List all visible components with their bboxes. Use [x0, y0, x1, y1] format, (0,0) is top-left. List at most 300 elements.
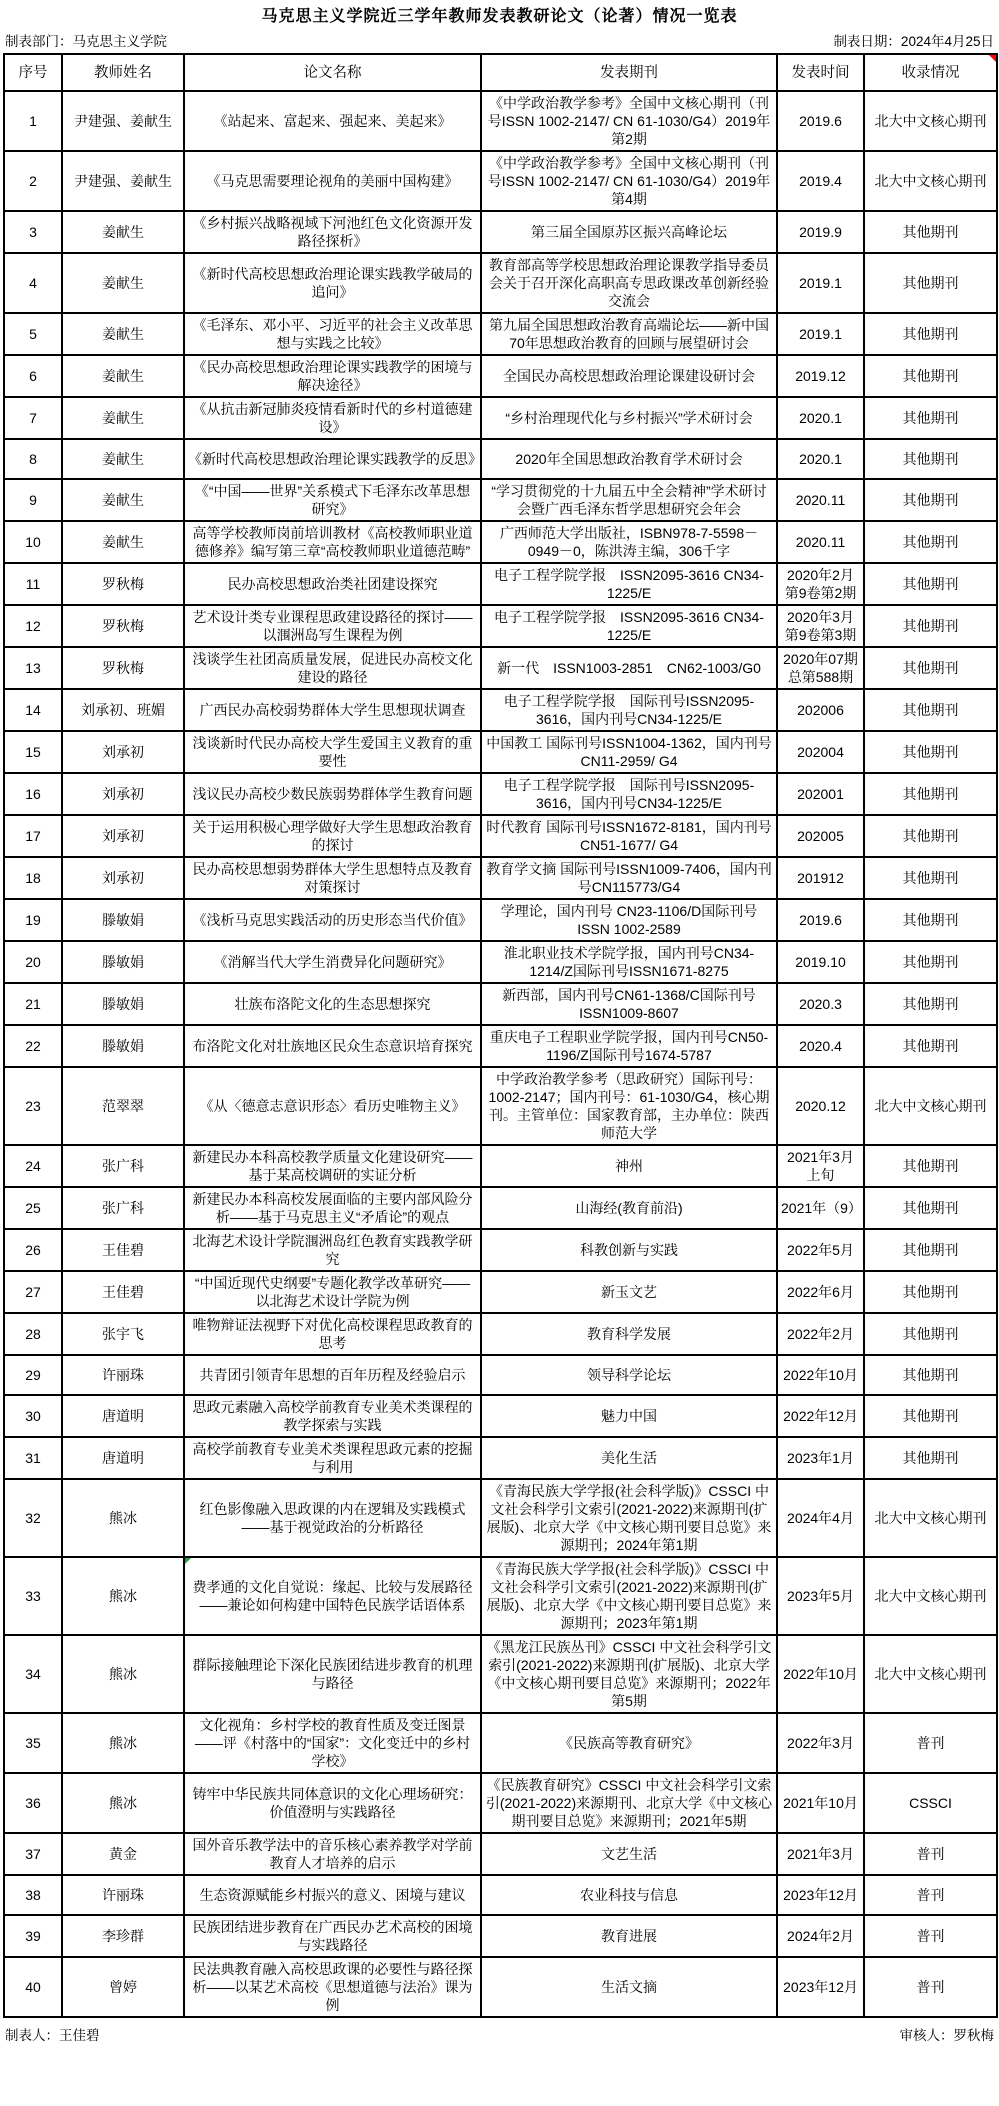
journal-cell	[481, 151, 777, 211]
publish-date-cell	[777, 983, 864, 1025]
publish-date-cell-text: 2021年10月	[783, 1795, 858, 1811]
row-index-cell-text: 20	[25, 954, 41, 970]
paper-title-cell	[184, 689, 481, 731]
publish-date-cell-text: 202006	[797, 702, 844, 718]
teacher-name-cell	[62, 857, 184, 899]
teacher-name-cell-text: 张宇飞	[102, 1326, 144, 1342]
teacher-name-cell-text: 曾婷	[109, 1979, 137, 1995]
table-row	[4, 1187, 997, 1229]
publish-date-cell-text: 2019.4	[799, 173, 842, 189]
row-index-cell-text: 13	[25, 660, 41, 676]
index-status-cell	[864, 1313, 997, 1355]
teacher-name-cell-text: 范翠翠	[102, 1098, 144, 1114]
publish-date-cell	[777, 773, 864, 815]
teacher-name-cell-text: 唐道明	[102, 1408, 144, 1424]
table-row	[4, 1957, 997, 2017]
paper-title-cell-text: 艺术设计类专业课程思政建设路径的探讨——以涠洲岛写生课程为例	[192, 609, 473, 643]
red-triangle-icon	[989, 55, 996, 62]
teacher-name-cell	[62, 1915, 184, 1957]
teacher-name-cell-text: 姜献生	[102, 368, 144, 384]
index-status-cell	[864, 91, 997, 151]
index-status-cell-text: 其他期刊	[902, 1158, 959, 1174]
index-status-cell-text: 北大中文核心期刊	[874, 1588, 987, 1604]
index-status-cell-text: 普刊	[916, 1846, 945, 1862]
row-index-cell-text: 23	[25, 1098, 41, 1114]
index-status-cell-text: 北大中文核心期刊	[874, 1666, 987, 1682]
table-row	[4, 1773, 997, 1833]
journal-cell	[481, 1437, 777, 1479]
teacher-name-cell	[62, 689, 184, 731]
table-row	[4, 1025, 997, 1067]
publish-date-cell-text: 2024年2月	[787, 1928, 854, 1944]
paper-title-cell	[184, 1437, 481, 1479]
teacher-name-cell-text: 张广科	[102, 1158, 144, 1174]
row-index-cell	[4, 151, 62, 211]
paper-title-cell-text: 群际接触理论下深化民族团结进步教育的机理与路径	[192, 1657, 473, 1691]
index-status-cell-text: 北大中文核心期刊	[874, 173, 987, 189]
teacher-name-cell-text: 黄金	[109, 1846, 137, 1862]
journal-cell-text: 新玉文艺	[601, 1284, 657, 1300]
index-status-cell	[864, 605, 997, 647]
index-status-cell	[864, 815, 997, 857]
publish-date-cell	[777, 1479, 864, 1557]
table-row	[4, 1145, 997, 1187]
journal-cell	[481, 815, 777, 857]
row-index-cell	[4, 1875, 62, 1915]
publish-date-cell-text: 2021年（9）	[781, 1200, 862, 1216]
teacher-name-cell	[62, 439, 184, 479]
publish-date-cell-text: 2022年3月	[787, 1735, 854, 1751]
journal-cell-text: “学习贯彻党的十九届五中全会精神”学术研讨会暨广西毛泽东哲学思想研究会年会	[491, 483, 767, 517]
publish-date-cell-text: 2022年5月	[787, 1242, 854, 1258]
paper-title-cell-text: 《从〈德意志意识形态〉看历史唯物主义》	[199, 1098, 466, 1114]
paper-title-cell-text: 唯物辩证法视野下对优化高校课程思政教育的思考	[192, 1317, 473, 1351]
teacher-name-cell-text: 尹建强、姜献生	[74, 113, 172, 129]
reviewer-label: 审核人：罗秋梅	[899, 2028, 994, 2043]
teacher-name-cell-text: 姜献生	[102, 492, 144, 508]
paper-title-cell-text: 浅谈新时代民办高校大学生爱国主义教育的重要性	[192, 735, 473, 769]
row-index-cell	[4, 355, 62, 397]
journal-cell-text: 领导科学论坛	[587, 1367, 671, 1383]
publish-date-cell	[777, 479, 864, 521]
publish-date-cell	[777, 647, 864, 689]
publish-date-cell	[777, 521, 864, 563]
paper-title-cell	[184, 1271, 481, 1313]
page-title: 马克思主义学院近三学年教师发表教研论文（论著）情况一览表	[261, 8, 738, 25]
teacher-name-cell-text: 罗秋梅	[102, 660, 144, 676]
teacher-name-cell-text: 罗秋梅	[102, 576, 144, 592]
row-index-cell	[4, 1067, 62, 1145]
index-status-cell-text: 其他期刊	[902, 492, 959, 508]
footer-row	[0, 2018, 999, 2052]
index-status-cell	[864, 439, 997, 479]
paper-title-cell	[184, 1145, 481, 1187]
table-row	[4, 151, 997, 211]
row-index-cell	[4, 899, 62, 941]
paper-title-cell-text: 壮族布洛陀文化的生态思想探究	[234, 996, 431, 1012]
table-row	[4, 1395, 997, 1437]
journal-cell-text: 教育科学发展	[587, 1326, 671, 1342]
publish-date-cell	[777, 1355, 864, 1395]
row-index-cell-text: 32	[25, 1510, 41, 1526]
paper-title-cell	[184, 313, 481, 355]
journal-cell-text: 中学政治教学参考（思政研究）国际刊号：1002-2147；国内刊号：61-1030/G4，核心期刊。主管单位：国家教育部，主办单位：陕西师范大学	[488, 1071, 770, 1141]
teacher-name-cell-text: 许丽珠	[102, 1367, 144, 1383]
publish-date-cell	[777, 563, 864, 605]
row-index-cell	[4, 1557, 62, 1635]
publish-date-cell	[777, 1187, 864, 1229]
index-status-cell	[864, 1437, 997, 1479]
paper-title-cell-text: 铸牢中华民族共同体意识的文化心理场研究：价值澄明与实践路径	[192, 1786, 473, 1820]
table-row	[4, 605, 997, 647]
row-index-cell-text: 15	[25, 744, 41, 760]
row-index-cell	[4, 313, 62, 355]
col-header-title: 论文名称	[184, 54, 481, 91]
teacher-name-cell	[62, 1833, 184, 1875]
table-row	[4, 1557, 997, 1635]
teacher-name-cell	[62, 1773, 184, 1833]
journal-cell	[481, 313, 777, 355]
index-status-cell	[864, 1833, 997, 1875]
teacher-name-cell-text: 熊冰	[109, 1588, 137, 1604]
journal-cell-text: 电子工程学院学报 ISSN2095-3616 CN34-1225/E	[494, 609, 764, 643]
publish-date-cell	[777, 151, 864, 211]
publish-date-cell-text: 2020.1	[799, 410, 842, 426]
journal-cell-text: 全国民办高校思想政治理论课建设研讨会	[503, 368, 755, 384]
teacher-name-cell	[62, 605, 184, 647]
index-status-cell	[864, 899, 997, 941]
row-index-cell	[4, 1187, 62, 1229]
journal-cell	[481, 211, 777, 253]
col-header-journal: 发表期刊	[481, 54, 777, 91]
index-status-cell-text: 其他期刊	[902, 410, 959, 426]
paper-title-cell	[184, 1557, 481, 1635]
journal-cell	[481, 1067, 777, 1145]
teacher-name-cell-text: 罗秋梅	[102, 618, 144, 634]
row-index-cell-text: 16	[25, 786, 41, 802]
publish-date-cell-text: 2023年5月	[787, 1588, 854, 1604]
publish-date-cell-text: 2019.12	[795, 368, 846, 384]
row-index-cell-text: 1	[29, 113, 37, 129]
index-status-cell-text: 北大中文核心期刊	[874, 113, 987, 129]
row-index-cell	[4, 1145, 62, 1187]
teacher-name-cell-text: 熊冰	[109, 1735, 137, 1751]
paper-title-cell	[184, 899, 481, 941]
journal-cell	[481, 1875, 777, 1915]
publish-date-cell-text: 2021年3月上旬	[787, 1149, 854, 1183]
journal-cell-text: 电子工程学院学报 国际刊号ISSN2095-3616，国内刊号CN34-1225/E	[503, 693, 755, 727]
row-index-cell	[4, 1229, 62, 1271]
index-status-cell	[864, 1635, 997, 1713]
paper-title-cell-text: 《消解当代大学生消费异化问题研究》	[213, 954, 452, 970]
index-status-cell-text: 其他期刊	[902, 1450, 959, 1466]
journal-cell-text: 广西师范大学出版社，ISBN978-7-5598－0949－0，陈洪涛主编，306千字	[499, 525, 759, 559]
row-index-cell	[4, 605, 62, 647]
date-label: 制表日期：2024年4月25日	[833, 34, 994, 49]
paper-title-cell-text: 《毛泽东、邓小平、习近平的社会主义改革思想与实践之比较》	[192, 317, 473, 351]
dept-label: 制表部门：马克思主义学院	[5, 34, 167, 49]
publish-date-cell-text: 2021年3月	[787, 1846, 854, 1862]
paper-title-cell	[184, 1067, 481, 1145]
index-status-cell-text: 其他期刊	[902, 1326, 959, 1342]
table-row	[4, 313, 997, 355]
journal-cell	[481, 1187, 777, 1229]
table-row	[4, 1437, 997, 1479]
index-status-cell-text: 其他期刊	[902, 618, 959, 634]
index-status-cell-text: 其他期刊	[902, 702, 959, 718]
teacher-name-cell	[62, 1635, 184, 1713]
teacher-name-cell-text: 许丽珠	[102, 1887, 144, 1903]
index-status-cell	[864, 1355, 997, 1395]
row-index-cell-text: 34	[25, 1666, 41, 1682]
paper-title-cell	[184, 1313, 481, 1355]
journal-cell	[481, 857, 777, 899]
index-status-cell	[864, 941, 997, 983]
journal-cell	[481, 899, 777, 941]
table-row	[4, 479, 997, 521]
teacher-name-cell-text: 熊冰	[109, 1510, 137, 1526]
teacher-name-cell	[62, 211, 184, 253]
publish-date-cell	[777, 91, 864, 151]
row-index-cell-text: 37	[25, 1846, 41, 1862]
teacher-name-cell	[62, 983, 184, 1025]
row-index-cell-text: 7	[29, 410, 37, 426]
teacher-name-cell	[62, 479, 184, 521]
teacher-name-cell-text: 滕敏娟	[102, 996, 144, 1012]
paper-title-cell	[184, 1025, 481, 1067]
journal-cell-text: 教育学文摘 国际刊号ISSN1009-7406，国内刊号CN115773/G4	[486, 861, 772, 895]
journal-cell-text: 农业科技与信息	[580, 1887, 678, 1903]
teacher-name-cell-text: 滕敏娟	[102, 954, 144, 970]
paper-title-cell-text: 民办高校思想弱势群体大学生思想特点及教育对策探讨	[192, 861, 473, 895]
index-status-cell-text: 其他期刊	[902, 828, 959, 844]
paper-title-cell	[184, 647, 481, 689]
index-status-cell	[864, 1713, 997, 1773]
table-row	[4, 439, 997, 479]
table-row	[4, 689, 997, 731]
paper-title-cell-text: 文化视角：乡村学校的教育性质及变迁图景——评《村落中的“国家”：文化变迁中的乡村学校》	[194, 1717, 471, 1769]
journal-cell	[481, 91, 777, 151]
paper-title-cell	[184, 1833, 481, 1875]
col-header-teacher: 教师姓名	[62, 54, 184, 91]
table-row	[4, 983, 997, 1025]
header-row	[4, 54, 997, 91]
paper-title-cell	[184, 521, 481, 563]
row-index-cell	[4, 1271, 62, 1313]
paper-title-cell-text: 布洛陀文化对壮族地区民众生态意识培育探究	[192, 1038, 473, 1054]
journal-cell-text: 时代教育 国际刊号ISSN1672-8181，国内刊号CN51-1677/ G4	[486, 819, 772, 853]
paper-title-cell	[184, 1773, 481, 1833]
teacher-name-cell-text: 姜献生	[102, 326, 144, 342]
publish-date-cell	[777, 313, 864, 355]
paper-title-cell	[184, 1635, 481, 1713]
publish-date-cell-text: 2020.12	[795, 1098, 846, 1114]
table-row	[4, 1067, 997, 1145]
row-index-cell	[4, 439, 62, 479]
teacher-name-cell	[62, 91, 184, 151]
publish-date-cell-text: 2020.3	[799, 996, 842, 1012]
index-status-cell	[864, 983, 997, 1025]
journal-cell-text: 神州	[615, 1158, 643, 1174]
publish-date-cell	[777, 1395, 864, 1437]
publish-date-cell	[777, 1635, 864, 1713]
journal-cell	[481, 521, 777, 563]
journal-cell-text: 电子工程学院学报 ISSN2095-3616 CN34-1225/E	[494, 567, 764, 601]
paper-title-cell-text: 《马克思需要理论视角的美丽中国构建》	[206, 173, 459, 189]
col-header-status-label: 收录情况	[901, 64, 960, 81]
teacher-name-cell	[62, 941, 184, 983]
meta-row	[0, 28, 999, 53]
paper-title-cell-text: 高等学校教师岗前培训教材《高校教师职业道德修养》编写第三章“高校教师职业道德范畴”	[192, 525, 473, 559]
paper-title-cell	[184, 479, 481, 521]
index-status-cell-text: 其他期刊	[902, 996, 959, 1012]
teacher-name-cell-text: 姜献生	[102, 275, 144, 291]
row-index-cell	[4, 1395, 62, 1437]
row-index-cell-text: 31	[25, 1450, 41, 1466]
row-index-cell	[4, 1957, 62, 2017]
journal-cell	[481, 1145, 777, 1187]
table-row	[4, 1875, 997, 1915]
teacher-name-cell-text: 刘承初	[102, 870, 144, 886]
paper-title-cell-text: 新建民办本科高校发展面临的主要内部风险分析——基于马克思主义“矛盾论”的观点	[192, 1191, 473, 1225]
teacher-name-cell	[62, 1145, 184, 1187]
index-status-cell	[864, 1067, 997, 1145]
table-row	[4, 1713, 997, 1773]
publish-date-cell	[777, 1957, 864, 2017]
row-index-cell	[4, 1479, 62, 1557]
journal-cell-text: 电子工程学院学报 国际刊号ISSN2095-3616，国内刊号CN34-1225/E	[503, 777, 755, 811]
table-row	[4, 815, 997, 857]
index-status-cell-text: 其他期刊	[902, 660, 959, 676]
index-status-cell	[864, 151, 997, 211]
row-index-cell-text: 5	[29, 326, 37, 342]
publish-date-cell	[777, 689, 864, 731]
row-index-cell-text: 29	[25, 1367, 41, 1383]
paper-title-cell	[184, 563, 481, 605]
journal-cell	[481, 731, 777, 773]
paper-title-cell-text: 《民办高校思想政治理论课实践教学的困境与解决途径》	[192, 359, 473, 393]
index-status-cell-text: 其他期刊	[902, 1367, 959, 1383]
publish-date-cell-text: 2019.10	[795, 954, 846, 970]
row-index-cell	[4, 689, 62, 731]
teacher-name-cell	[62, 1437, 184, 1479]
row-index-cell	[4, 773, 62, 815]
row-index-cell-text: 39	[25, 1928, 41, 1944]
table-row	[4, 647, 997, 689]
teacher-name-cell-text: 熊冰	[109, 1795, 137, 1811]
index-status-cell-text: 普刊	[916, 1979, 945, 1995]
index-status-cell-text: 其他期刊	[902, 534, 959, 550]
col-header-date: 发表时间	[777, 54, 864, 91]
publish-date-cell	[777, 1875, 864, 1915]
journal-cell	[481, 479, 777, 521]
journal-cell-text: 学理论，国内刊号 CN23-1106/D国际刊号ISSN 1002-2589	[500, 903, 758, 937]
table-row	[4, 397, 997, 439]
index-status-cell	[864, 563, 997, 605]
teacher-name-cell-text: 刘承初	[102, 786, 144, 802]
journal-cell-text: 《民族高等教育研究》	[559, 1735, 699, 1751]
row-index-cell-text: 3	[29, 224, 37, 240]
journal-cell-text: 《中学政治教学参考》全国中文核心期刊（刊号ISSN 1002-2147/ CN 61-1030/G4）2019年第2期	[487, 95, 771, 147]
paper-title-cell-text: 民法典教育融入高校思政课的必要性与路径探析——以某艺术高校《思想道德与法治》课为例	[192, 1961, 473, 2013]
teacher-name-cell	[62, 1313, 184, 1355]
teacher-name-cell	[62, 1875, 184, 1915]
teacher-name-cell	[62, 1025, 184, 1067]
publish-date-cell-text: 2019.6	[799, 113, 842, 129]
teacher-name-cell-text: 姜献生	[102, 224, 144, 240]
journal-cell	[481, 773, 777, 815]
col-header-index: 序号	[4, 54, 62, 91]
journal-cell-text: 美化生活	[601, 1450, 657, 1466]
row-index-cell	[4, 1773, 62, 1833]
journal-cell-text: 新西部，国内刊号CN61-1368/C国际刊号ISSN1009-8607	[502, 987, 756, 1021]
paper-title-cell-text: 广西民办高校弱势群体大学生思想现状调查	[199, 702, 466, 718]
teacher-name-cell-text: 姜献生	[102, 451, 144, 467]
teacher-name-cell	[62, 1187, 184, 1229]
journal-cell	[481, 1229, 777, 1271]
row-index-cell	[4, 1437, 62, 1479]
journal-cell-text: 2020年全国思想政治教育学术研讨会	[515, 451, 743, 467]
row-index-cell-text: 33	[25, 1588, 41, 1604]
journal-cell	[481, 1957, 777, 2017]
publish-date-cell	[777, 731, 864, 773]
teacher-name-cell-text: 滕敏娟	[102, 912, 144, 928]
index-status-cell-text: 其他期刊	[902, 744, 959, 760]
publish-date-cell-text: 2020.11	[795, 534, 846, 550]
journal-cell	[481, 397, 777, 439]
paper-title-cell	[184, 983, 481, 1025]
journal-cell	[481, 1479, 777, 1557]
index-status-cell	[864, 773, 997, 815]
publish-date-cell	[777, 211, 864, 253]
index-status-cell	[864, 479, 997, 521]
publish-date-cell-text: 2022年10月	[783, 1367, 858, 1383]
row-index-cell-text: 28	[25, 1326, 41, 1342]
row-index-cell	[4, 479, 62, 521]
publish-date-cell	[777, 899, 864, 941]
journal-cell-text: 第三届全国原苏区振兴高峰论坛	[531, 224, 727, 240]
paper-title-cell-text: 共青团引领青年思想的百年历程及经验启示	[199, 1367, 466, 1383]
publish-date-cell	[777, 1313, 864, 1355]
row-index-cell	[4, 1313, 62, 1355]
journal-cell-text: 教育进展	[601, 1928, 657, 1944]
col-header-status	[864, 54, 997, 91]
publish-date-cell-text: 202005	[797, 828, 844, 844]
index-status-cell-text: 普刊	[916, 1735, 945, 1751]
row-index-cell-text: 36	[25, 1795, 41, 1811]
publish-date-cell-text: 2020年3月第9卷第3期	[784, 609, 857, 643]
teacher-name-cell	[62, 1713, 184, 1773]
publish-date-cell	[777, 1713, 864, 1773]
publish-date-cell-text: 2022年12月	[783, 1408, 858, 1424]
paper-title-cell-text: 北海艺术设计学院涠洲岛红色教育实践教学研究	[192, 1233, 473, 1267]
publish-date-cell-text: 201912	[797, 870, 844, 886]
paper-title-cell	[184, 857, 481, 899]
paper-title-cell-text: 生态资源赋能乡村振兴的意义、困境与建议	[199, 1887, 466, 1903]
paper-title-cell	[184, 253, 481, 313]
publish-date-cell	[777, 1025, 864, 1067]
index-status-cell	[864, 1229, 997, 1271]
teacher-name-cell	[62, 1067, 184, 1145]
teacher-name-cell-text: 刘承初	[102, 828, 144, 844]
table-row	[4, 1479, 997, 1557]
paper-title-cell	[184, 91, 481, 151]
row-index-cell	[4, 941, 62, 983]
publish-date-cell-text: 202001	[797, 786, 844, 802]
row-index-cell	[4, 815, 62, 857]
publish-date-cell-text: 2020.1	[799, 451, 842, 467]
journal-cell	[481, 1635, 777, 1713]
